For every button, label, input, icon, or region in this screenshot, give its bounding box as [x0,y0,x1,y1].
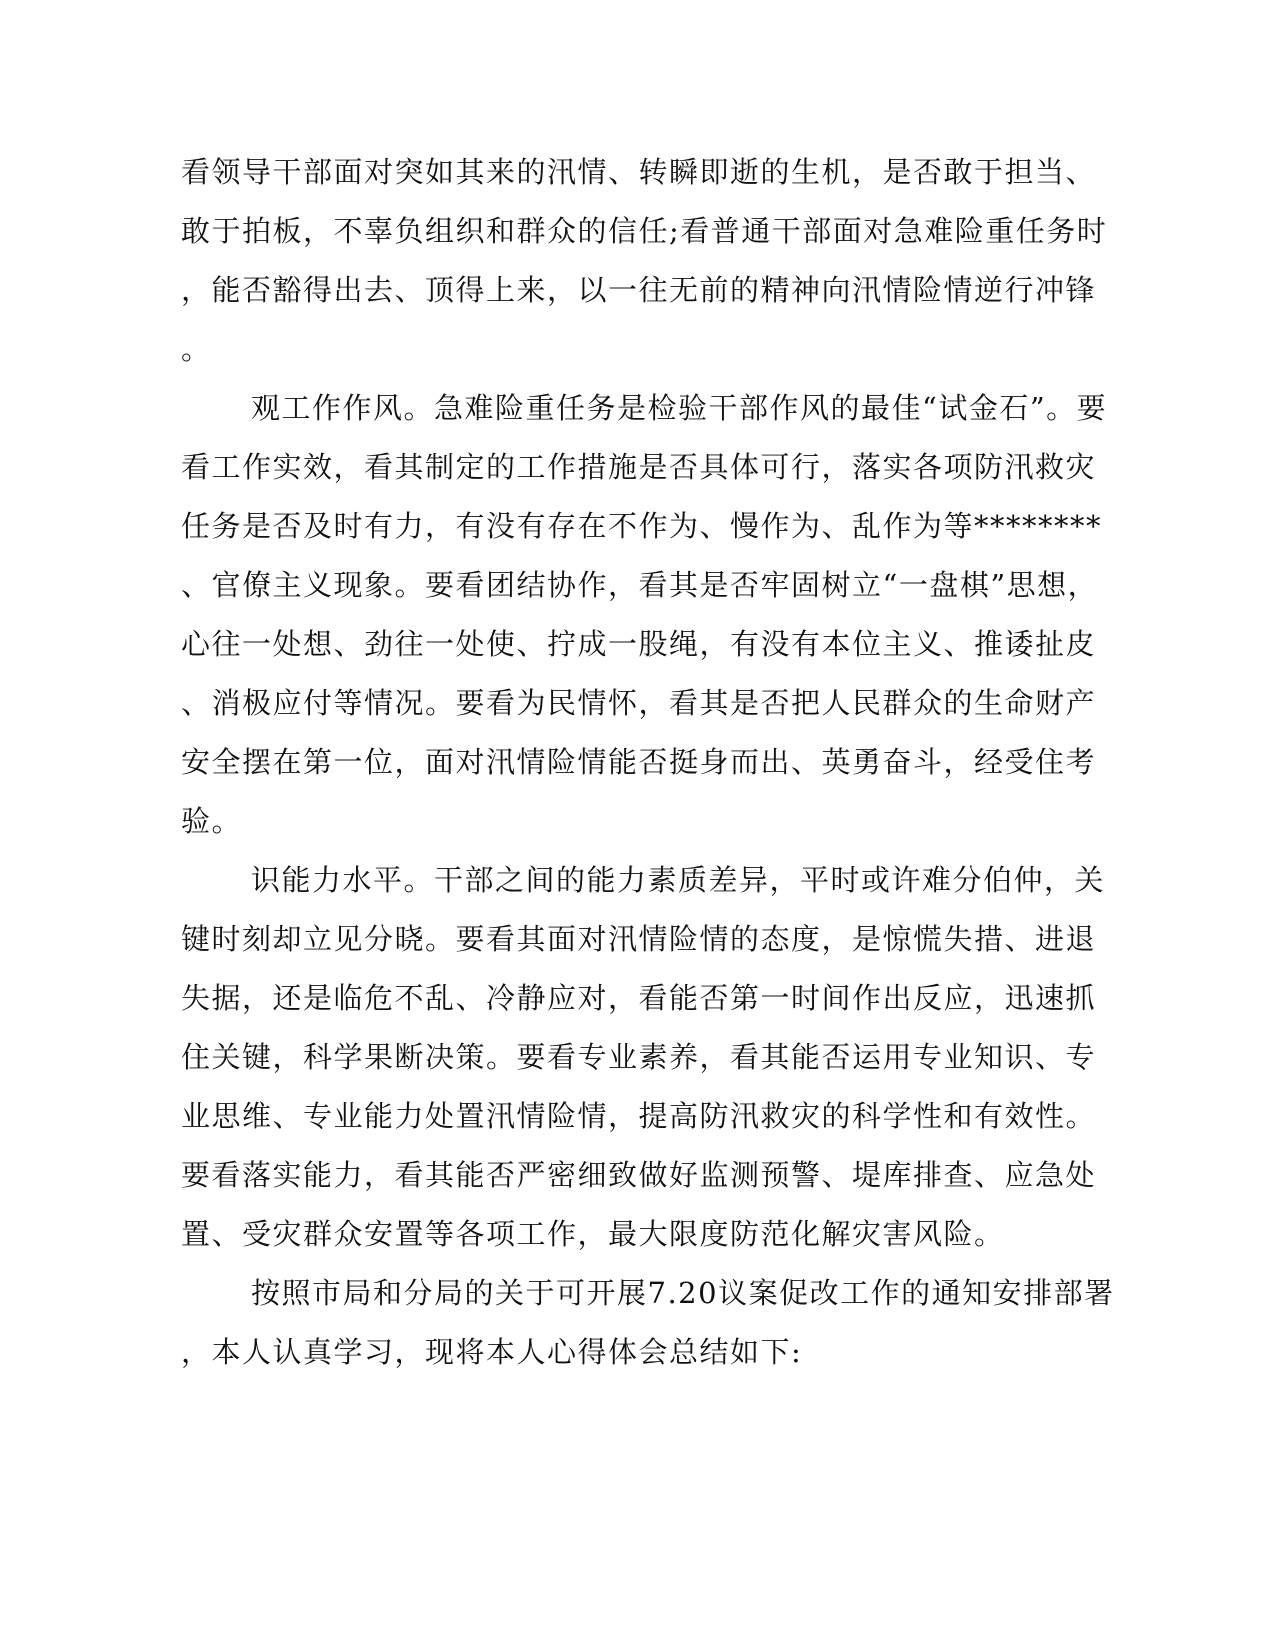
text-line: 要看落实能力，看其能否严密细致做好监测预警、堤库排查、应急处 [181,1158,1097,1192]
text-line: 业思维、专业能力处置汛情险情，提高防汛救灾的科学性和有效性。 [181,1099,1097,1133]
text-line: 、消极应付等情况。要看为民情怀，看其是否把人民群众的生命财产 [181,686,1097,720]
text-line: 安全摆在第一位，面对汛情险情能否挺身而出、英勇奋斗，经受住考 [181,745,1097,779]
text-line: 失据，还是临危不乱、冷静应对，看能否第一时间作出反应，迅速抓 [181,981,1097,1015]
text-line: 、官僚主义现象。要看团结协作，看其是否牢固树立“一盘棋”思想， [181,568,1099,602]
text-line: 看工作实效，看其制定的工作措施是否具体可行，落实各项防汛救灾 [181,450,1097,484]
text-line: 敢于拍板，不辜负组织和群众的信任;看普通干部面对急难险重任务时 [181,214,1108,248]
text-line: 置、受灾群众安置等各项工作，最大限度防范化解灾害风险。 [181,1217,1005,1251]
paragraph-heading-line: 观工作作风。急难险重任务是检验干部作风的最佳“试金石”。要 [251,391,1108,425]
text-line: 看领导干部面对突如其来的汛情、转瞬即逝的生机，是否敢于担当、 [181,155,1097,189]
paragraph-heading-line: 按照市局和分局的关于可开展7.20议案促改工作的通知安排部署 [251,1276,1115,1310]
text-line: 验。 [181,804,243,838]
text-line: 心往一处想、劲往一处使、拧成一股绳，有没有本位主义、推诿扯皮 [181,627,1097,661]
text-line: ，能否豁得出去、顶得上来，以一往无前的精神向汛情险情逆行冲锋 [181,273,1097,307]
text-line: 。 [181,332,212,366]
text-line: 住关键，科学果断决策。要看专业素养，看其能否运用专业知识、专 [181,1040,1097,1074]
paragraph-heading-line: 识能力水平。干部之间的能力素质差异，平时或许难分伯仲，关 [251,863,1106,897]
text-line: 键时刻却立见分晓。要看其面对汛情险情的态度，是惊慌失措、进退 [181,922,1097,956]
text-line: ，本人认真学习，现将本人心得体会总结如下: [181,1335,803,1369]
text-line: 任务是否及时有力，有没有存在不作为、慢作为、乱作为等******** [181,509,1103,543]
